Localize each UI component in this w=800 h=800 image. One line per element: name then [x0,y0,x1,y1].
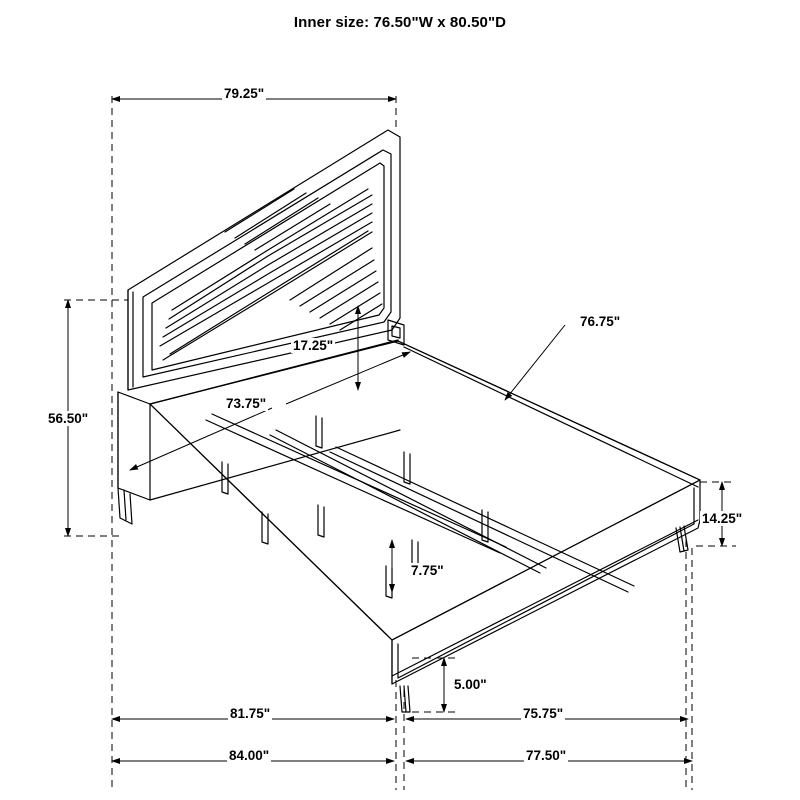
dimension-label-headboard-panel: 17.25" [293,338,334,353]
dimension-label-side-length: 81.75" [230,706,271,721]
page-title: Inner size: 76.50"W x 80.50"D [293,14,507,31]
dimension-label-headboard-height: 56.50" [48,411,89,426]
dimension-label-front-width: 75.75" [523,706,564,721]
dimension-label-slat-height: 7.75" [411,563,444,578]
dimension-label-footboard-height: 14.25" [702,511,743,526]
dimension-label-inner-width: 73.75" [226,396,267,411]
dimension-label-headboard-width: 79.25" [224,86,265,101]
dimension-label-footboard-rail-length: 76.75" [580,314,621,329]
dimension-label-overall-width: 77.50" [526,748,567,763]
dimension-label-leg-height: 5.00" [454,677,487,692]
dimension-label-overall-depth: 84.00" [229,748,270,763]
